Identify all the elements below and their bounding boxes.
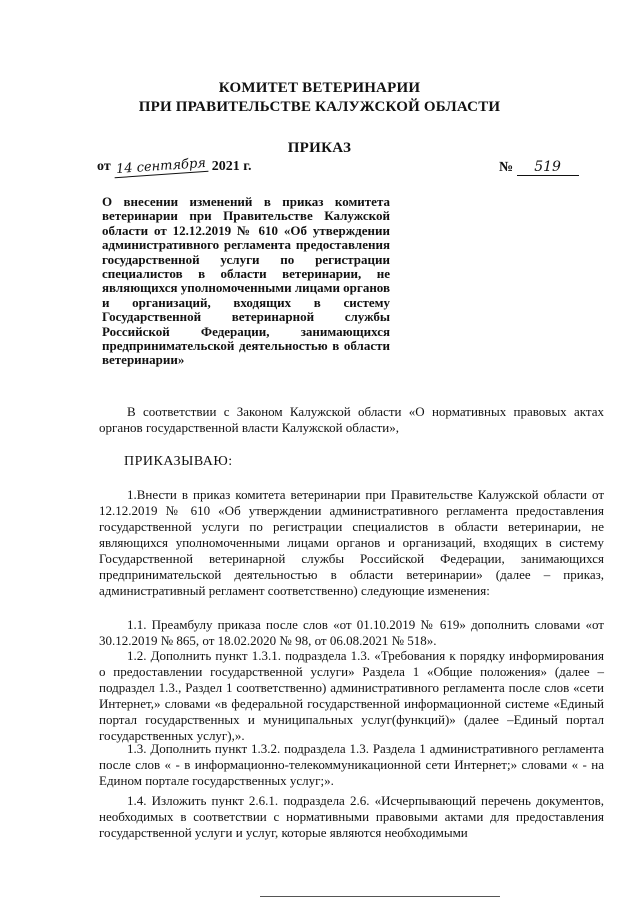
decree-heading: ПРИКАЗЫВАЮ: xyxy=(124,454,233,469)
title-line: О внесении изменений в приказ комитета xyxy=(102,194,390,209)
date-prefix: от xyxy=(97,159,111,174)
committee-affiliation: ПРИ ПРАВИТЕЛЬСТВЕ КАЛУЖСКОЙ ОБЛАСТИ xyxy=(138,99,501,115)
handwritten-date: 14 сентября xyxy=(114,156,209,179)
number-label: № xyxy=(499,160,514,175)
title-line: области от 12.12.2019 № 610 «Об утверждении xyxy=(102,222,390,238)
title-line: и организаций, входящих в систему xyxy=(102,294,390,310)
title-line: являющихся уполномоченными лицами органов xyxy=(102,280,391,296)
scan-edge-line xyxy=(260,896,500,897)
intro-paragraph: В соответствии с Законом Калужской области «О нормативных правовых актах органов государственной власти Калужской области», xyxy=(99,404,604,435)
title-line: специалистов в области ветеринарии, не xyxy=(102,266,390,282)
date-year: 2021 г. xyxy=(211,159,252,174)
document-number xyxy=(499,159,579,176)
order-title xyxy=(102,195,390,368)
title-line: предпринимательской деятельностью в области xyxy=(102,338,390,354)
document-date xyxy=(97,155,252,178)
title-line: административного регламента предоставления xyxy=(102,237,390,253)
paragraph-1-1: 1.1. Преамбулу приказа после слов «от 01.10.2019 № 619» дополнить словами «от 30.12.2019 № 865, от 18.02.2020 № 98, от 06.08.2021 № 518». xyxy=(99,617,604,648)
title-line: ветеринарии» xyxy=(102,352,185,368)
title-line: Государственной ветеринарной службы xyxy=(102,309,390,325)
title-line: государственной услуги по регистрации xyxy=(102,251,390,267)
title-line: Российской Федерации, занимающихся xyxy=(102,323,390,339)
document-type: ПРИКАЗ xyxy=(287,140,352,156)
paragraph-1: 1.Внести в приказ комитета ветеринарии при Правительстве Калужской области от 12.12.2019 № 610 «Об утверждении административного регламента предоставления государственной услуги по регистрации специалистов в области ветеринарии, не являющихся уполномоченными лицами органов и организаций, входящих в систему Государственной ветеринарной службы Российской Федерации, занимающихся предпринимательской деятельностью в области ветеринарии» (далее – приказ, административный регламент соответственно) следующие изменения: xyxy=(99,487,604,598)
handwritten-number: 519 xyxy=(517,159,579,176)
paragraph-1-2: 1.2. Дополнить пункт 1.3.1. подраздела 1.3. «Требования к порядку информирования о предоставлении государственной услуги» Раздела 1 «Общие положения» (далее – подраздел 1.3., Раздел 1 соответственно) административного регламента после слов «сети Интернет,» словами «в федеральной государственной информационной системе «Единый портал государственных и муниципальных услуг(функций)» (далее –Единый портал государственных услуг),». xyxy=(99,648,604,743)
paragraph-1-4: 1.4. Изложить пункт 2.6.1. подраздела 2.6. «Исчерпывающий перечень документов, необходимых в соответствии с нормативными правовыми актами для предоставления государственной услуги и услуг, которые являются необходимыми xyxy=(99,793,604,840)
title-line: ветеринарии при Правительстве Калужской xyxy=(102,208,390,224)
committee-name: КОМИТЕТ ВЕТЕРИНАРИИ xyxy=(218,80,421,96)
paragraph-1-3: 1.3. Дополнить пункт 1.3.2. подраздела 1.3. Раздела 1 административного регламента после слов « - в информационно-телекоммуникационной сети Интернет;» словами « - на Едином портале государственных услуг;». xyxy=(99,741,604,788)
